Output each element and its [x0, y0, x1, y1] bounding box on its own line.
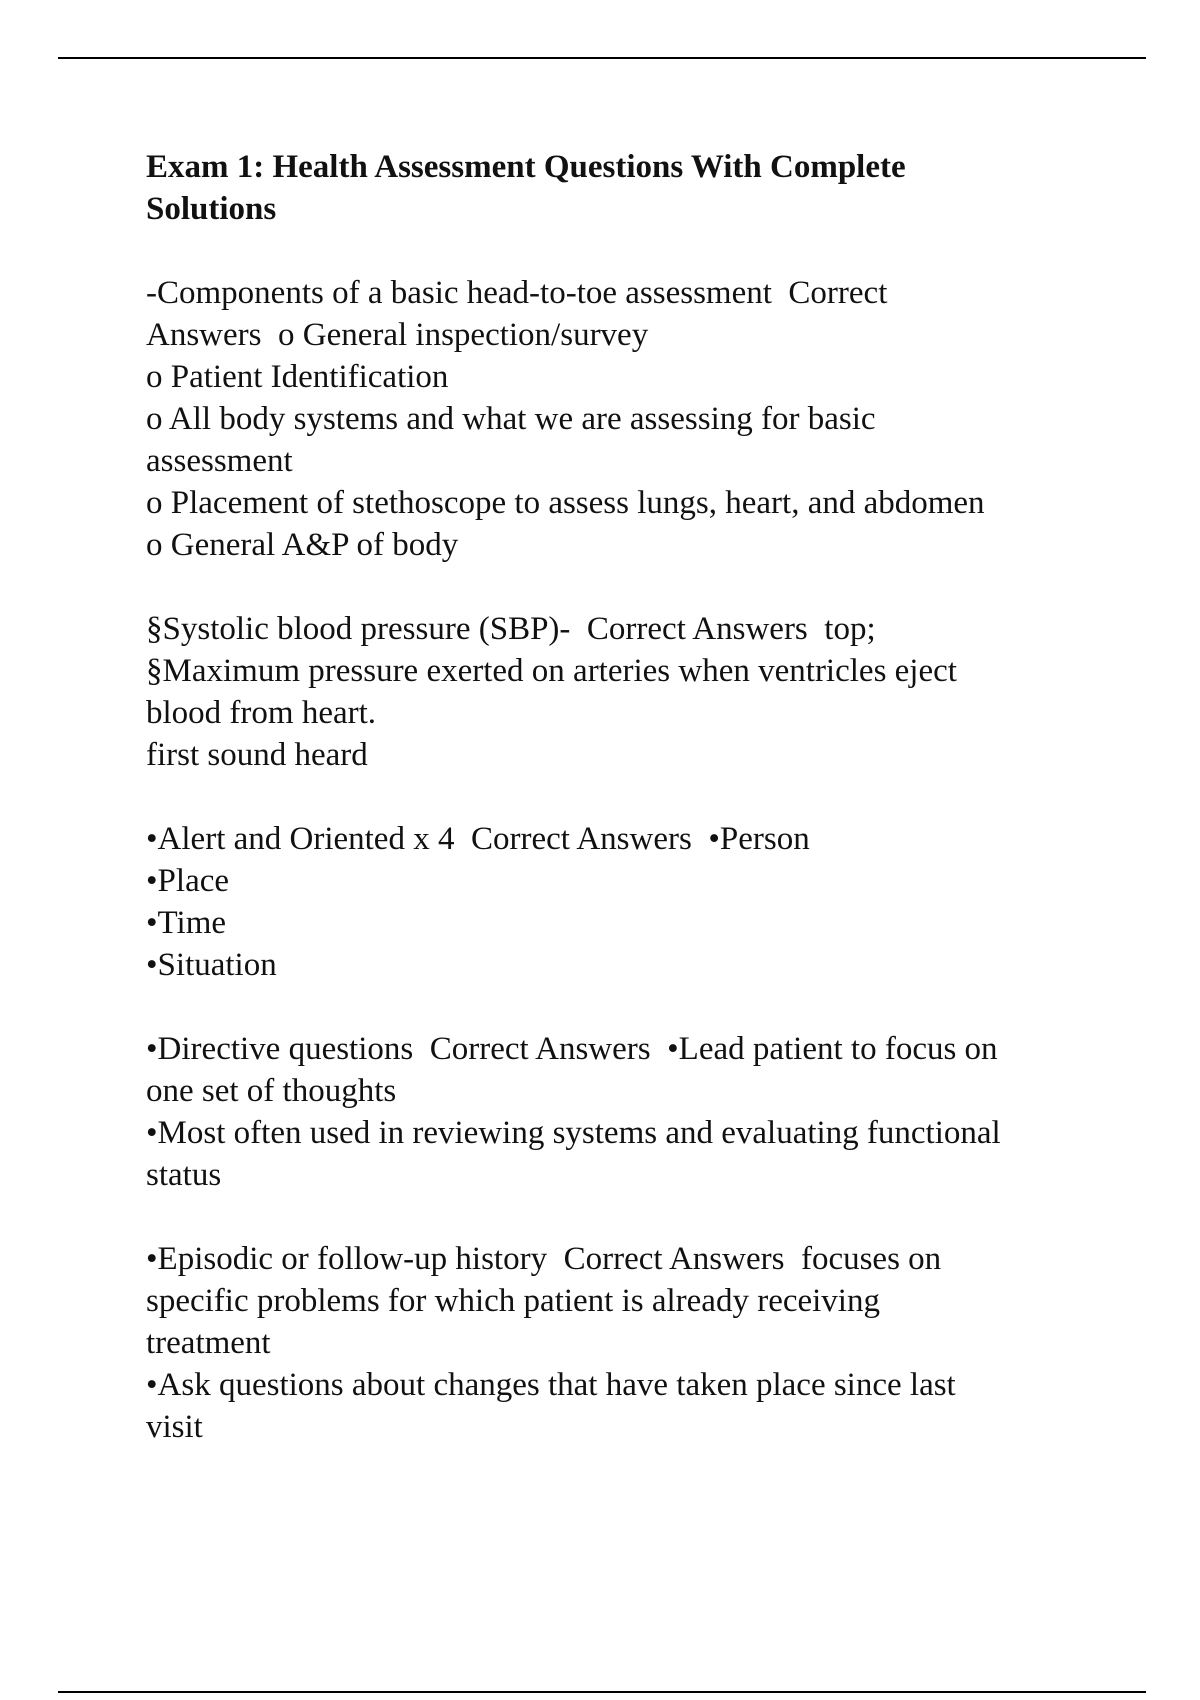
text-line: •Situation	[146, 947, 277, 983]
text-line: specific problems for which patient is already receiving	[146, 1283, 880, 1319]
text-line: o General A&P of body	[146, 527, 459, 563]
qa-block-head-to-toe	[146, 272, 1106, 566]
qa-block-alert-oriented	[146, 818, 1106, 986]
text-line: •Directive questions Correct Answers •Lead patient to focus on	[146, 1031, 998, 1067]
text-line: •Alert and Oriented x 4 Correct Answers •Person	[146, 821, 810, 857]
text-line: one set of thoughts	[146, 1073, 397, 1109]
qa-block-directive-questions	[146, 1028, 1106, 1196]
text-line: o Patient Identification	[146, 359, 449, 395]
top-rule	[58, 57, 1146, 59]
text-line: §Maximum pressure exerted on arteries when ventricles eject	[146, 653, 957, 689]
text-line: o All body systems and what we are assessing for basic	[146, 401, 876, 437]
text-line: Answers o General inspection/survey	[146, 317, 649, 353]
text-line: •Time	[146, 905, 227, 941]
text-line: •Ask questions about changes that have taken place since last	[146, 1367, 956, 1403]
text-line: first sound heard	[146, 737, 368, 773]
title-line: Solutions	[146, 191, 277, 227]
text-line: status	[146, 1157, 222, 1193]
text-line: treatment	[146, 1325, 271, 1361]
text-line: assessment	[146, 443, 293, 479]
text-line: -Components of a basic head-to-toe assessment Correct	[146, 275, 888, 311]
qa-block-systolic	[146, 608, 1106, 776]
bottom-rule	[58, 1691, 1146, 1693]
text-line: •Place	[146, 863, 230, 899]
qa-block-episodic-history	[146, 1238, 1106, 1448]
text-line: visit	[146, 1409, 203, 1445]
document-body	[146, 146, 1106, 1490]
text-line: o Placement of stethoscope to assess lungs, heart, and abdomen	[146, 485, 985, 521]
text-line: §Systolic blood pressure (SBP)- Correct Answers top;	[146, 611, 876, 647]
text-line: blood from heart.	[146, 695, 377, 731]
text-line: •Most often used in reviewing systems and evaluating functional	[146, 1115, 1001, 1151]
text-line: •Episodic or follow-up history Correct Answers focuses on	[146, 1241, 942, 1277]
title-line: Exam 1: Health Assessment Questions With Complete	[146, 149, 906, 185]
document-title	[146, 146, 1106, 230]
